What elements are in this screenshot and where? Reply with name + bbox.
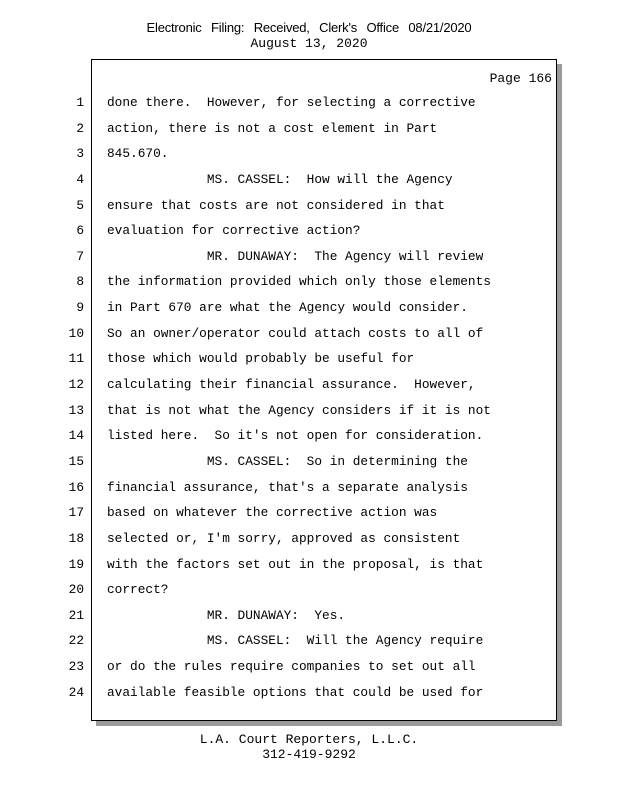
- transcript-line: [0, 221, 618, 247]
- transcript-line: [0, 426, 618, 452]
- line-text: that is not what the Agency considers if it is not: [107, 402, 491, 418]
- line-number: 1: [76, 95, 84, 110]
- line-text: in Part 670 are what the Agency would consider.: [107, 300, 468, 316]
- line-text: the information provided which only those elements: [107, 274, 491, 290]
- line-number: 24: [68, 684, 84, 700]
- line-text: action, there is not a cost element in Part: [107, 120, 438, 136]
- line-number: 15: [68, 453, 84, 469]
- line-text: MR. DUNAWAY: The Agency will review: [107, 248, 484, 264]
- line-number: 13: [68, 402, 84, 418]
- transcript-line: [0, 298, 618, 324]
- line-text: done there. However, for selecting a corrective: [107, 95, 476, 110]
- line-text: listed here. So it's not open for consideration.: [107, 428, 484, 444]
- line-number: 23: [68, 659, 84, 675]
- transcript-line: [0, 683, 618, 709]
- transcript-line: [0, 452, 618, 478]
- line-number: 22: [68, 633, 84, 649]
- line-number: 18: [68, 530, 84, 546]
- line-text: ensure that costs are not considered in that: [107, 197, 445, 213]
- filing-stamp: Electronic Filing: Received, Clerk's Office 08/21/2020: [146, 20, 472, 35]
- line-text: 845.670.: [107, 146, 169, 162]
- line-number: 12: [68, 377, 84, 393]
- line-text: available feasible options that could be used for: [107, 684, 484, 700]
- reporter-phone: 312-419-9292: [262, 747, 356, 762]
- transcript-line: [0, 580, 618, 606]
- line-text: with the factors set out in the proposal, is that: [107, 556, 484, 572]
- page-number: Page 166: [489, 71, 552, 86]
- line-number: 10: [68, 325, 84, 341]
- line-number: 11: [68, 351, 84, 367]
- transcript-line: [0, 555, 618, 581]
- transcript-line: [0, 606, 618, 632]
- line-text: those which would probably be useful for: [107, 351, 415, 367]
- line-text: MR. DUNAWAY: Yes.: [107, 607, 346, 623]
- footer: [0, 732, 618, 762]
- line-text: correct?: [107, 582, 169, 598]
- hearing-date: August 13, 2020: [250, 36, 368, 51]
- transcript-line: [0, 272, 618, 298]
- transcript-line: [0, 478, 618, 504]
- line-text: MS. CASSEL: Will the Agency require: [107, 633, 484, 649]
- transcript-line: [0, 401, 618, 427]
- transcript-line: [0, 196, 618, 222]
- line-number: 5: [76, 197, 84, 213]
- line-text: financial assurance, that's a separate analysis: [107, 479, 468, 495]
- transcript-line: [0, 170, 618, 196]
- transcript-line: [0, 349, 618, 375]
- line-text: or do the rules require companies to set out all: [107, 659, 476, 675]
- line-number: 3: [76, 146, 84, 162]
- line-number: 17: [68, 505, 84, 521]
- reporter-company: L.A. Court Reporters, L.L.C.: [199, 732, 419, 747]
- transcript-line: [0, 529, 618, 555]
- transcript-line: [0, 375, 618, 401]
- line-number: 9: [76, 300, 84, 316]
- line-text: MS. CASSEL: So in determining the: [107, 453, 468, 469]
- transcript-line: [0, 631, 618, 657]
- line-number: 19: [68, 556, 84, 572]
- transcript-line: [0, 324, 618, 350]
- transcript-line: [0, 119, 618, 145]
- transcript-lines: [0, 93, 618, 708]
- line-number: 6: [76, 223, 84, 239]
- line-text: MS. CASSEL: How will the Agency: [107, 171, 453, 187]
- line-number: 2: [76, 120, 84, 136]
- line-number: 20: [68, 582, 84, 598]
- line-number: 8: [76, 274, 84, 290]
- line-text: So an owner/operator could attach costs to all of: [107, 325, 484, 341]
- transcript-line: [0, 144, 618, 170]
- line-number: 4: [76, 171, 84, 187]
- transcript-line: [0, 247, 618, 273]
- line-text: calculating their financial assurance. However,: [107, 377, 476, 393]
- line-text: selected or, I'm sorry, approved as consistent: [107, 530, 461, 546]
- line-number: 7: [76, 248, 84, 264]
- transcript-line: [0, 657, 618, 683]
- line-number: 16: [68, 479, 84, 495]
- line-number: 21: [68, 607, 84, 623]
- line-number: 14: [68, 428, 84, 444]
- line-text: based on whatever the corrective action was: [107, 505, 438, 521]
- line-text: evaluation for corrective action?: [107, 223, 361, 239]
- transcript-line: [0, 503, 618, 529]
- transcript-line: [0, 93, 618, 119]
